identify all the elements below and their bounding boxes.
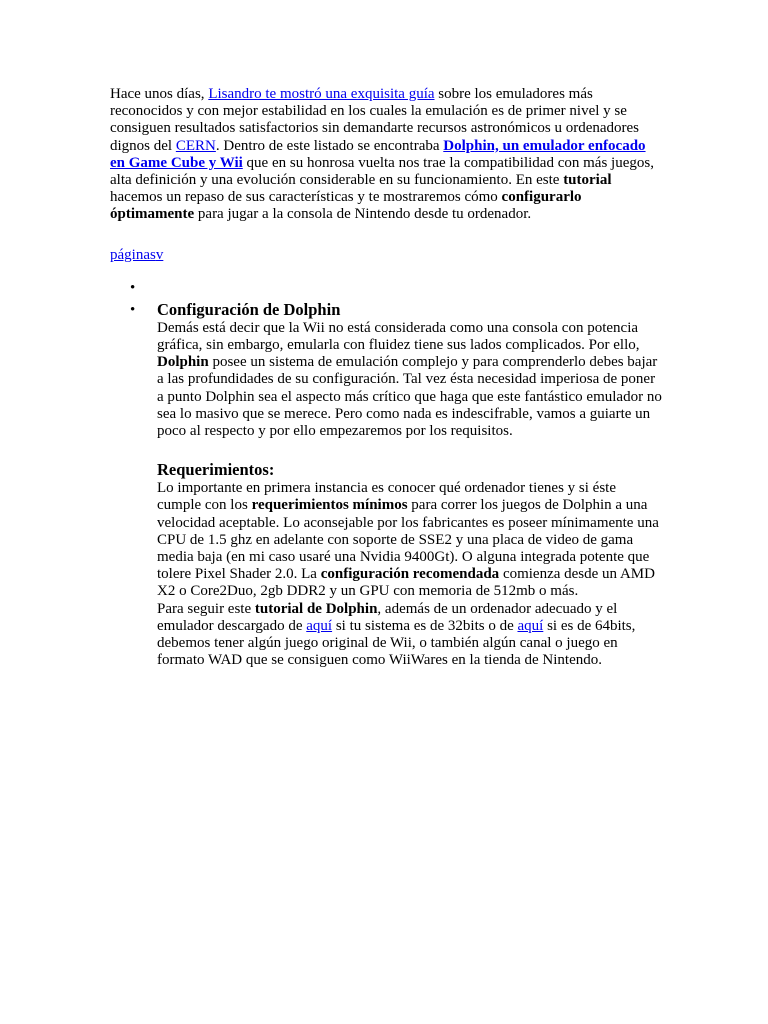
- bullet-icon: •: [130, 301, 136, 318]
- intro-text-4: que en su honrosa vuelta nos trae la compatibilidad con más juegos, alta definición y una evolución considerable en su funcionamiento. En este: [110, 154, 654, 189]
- section-configuracion-body: [157, 320, 662, 670]
- req-text-2: para correr los juegos de Dolphin a una velocidad aceptable. Lo aconsejable por los fabricantes es poseer mínimamente una CPU de 1.5 ghz en adelante con soporte de SSE2 y una placa de video de gama media baja (en mi caso usaré una Nvidia 9400Gt). O alguna integrada potente que tolere Pixel Shader 2.0. La: [157, 497, 659, 583]
- lisandro-guide-link[interactable]: Lisandro te mostró una exquisita guía: [208, 86, 435, 102]
- section-title-configuracion: Configuración de Dolphin: [157, 299, 341, 319]
- toc-item-configuracion: [110, 300, 662, 320]
- req-text-1: Lo importante en primera instancia es conocer qué ordenador tienes y si éste cumple con los: [157, 480, 616, 514]
- req-bold-recomendada: configuración recomendada: [320, 566, 500, 583]
- intro-bold-tutorial: tutorial: [563, 172, 612, 189]
- chevron-down-icon: v: [155, 246, 164, 263]
- req2-text-1: Para seguir este: [157, 600, 255, 617]
- download-32bit-link[interactable]: aquí: [306, 617, 333, 634]
- document-page: [110, 86, 662, 669]
- req2-bold-tutorial: tutorial de Dolphin: [254, 600, 378, 617]
- req-text-3: comienza desde un AMD X2 o Core2Duo, 2gb DDR2 y un GPU con memoria de 512mb o más.: [157, 566, 655, 600]
- intro-paragraph: [110, 86, 662, 224]
- requerimientos-paragraph-2: [157, 601, 662, 670]
- intro-text-3: . Dentro de este listado se encontraba: [215, 137, 444, 154]
- bullet-icon: •: [130, 279, 136, 296]
- download-64bit-link[interactable]: aquí: [517, 617, 544, 634]
- section1-text-1: Demás está decir que la Wii no está considerada como una consola con potencia gráfica, sin embargo, emularla con fluidez tiene sus lados complicados. Por ello,: [157, 319, 640, 354]
- pages-label: páginas: [110, 246, 156, 263]
- dolphin-emulator-link[interactable]: Dolphin, un emulador enfocado en Game Cube y Wii: [110, 137, 646, 171]
- pages-link-row: [110, 247, 662, 264]
- requerimientos-paragraph-1: [157, 480, 662, 600]
- intro-text-1: Hace unos días,: [110, 86, 209, 102]
- intro-text-2: sobre los emuladores más reconocidos y con mejor estabilidad en los cuales la emulación es de primer nivel y se consiguen resultados satisfactorios sin demandarte recursos astronómicos u ordenadores dignos del: [110, 86, 640, 154]
- section-title-requerimientos: Requerimientos:: [157, 460, 275, 480]
- pages-dropdown-link[interactable]: [110, 247, 163, 263]
- section1-bold-dolphin: Dolphin: [157, 354, 209, 371]
- intro-text-6: para jugar a la consola de Nintendo desde tu ordenador.: [194, 206, 532, 223]
- req2-text-2: , además de un ordenador adecuado y el emulador descargado de: [157, 600, 618, 634]
- intro-bold-configurarlo: configurarlo óptimamente: [110, 189, 582, 223]
- req2-text-3: si tu sistema es de 32bits o de: [332, 617, 518, 634]
- section1-paragraph: [157, 320, 662, 440]
- toc-item-empty: [110, 280, 662, 297]
- intro-text-5: hacemos un repaso de sus características y te mostraremos cómo: [110, 189, 502, 206]
- req-bold-minimos: requerimientos mínimos: [251, 497, 408, 514]
- req2-text-4: si es de 64bits, debemos tener algún juego original de Wii, o también algún canal o juego en formato WAD que se consiguen como WiiWares en la tienda de Nintendo.: [157, 617, 636, 669]
- cern-link[interactable]: CERN: [175, 137, 216, 154]
- section1-text-2: posee un sistema de emulación complejo y para comprenderlo debes bajar a las profundidades de su configuración. Tal vez ésta necesidad imperiosa de poner a punto Dolphin sea el aspecto más crítico que haga que este fantástico emulador no sea lo masivo que se merece. Pero como nada es indescifrable, vamos a guiarte un poco al respecto y por ello empezaremos por los requisitos.: [157, 354, 662, 440]
- toc-list: [110, 280, 662, 320]
